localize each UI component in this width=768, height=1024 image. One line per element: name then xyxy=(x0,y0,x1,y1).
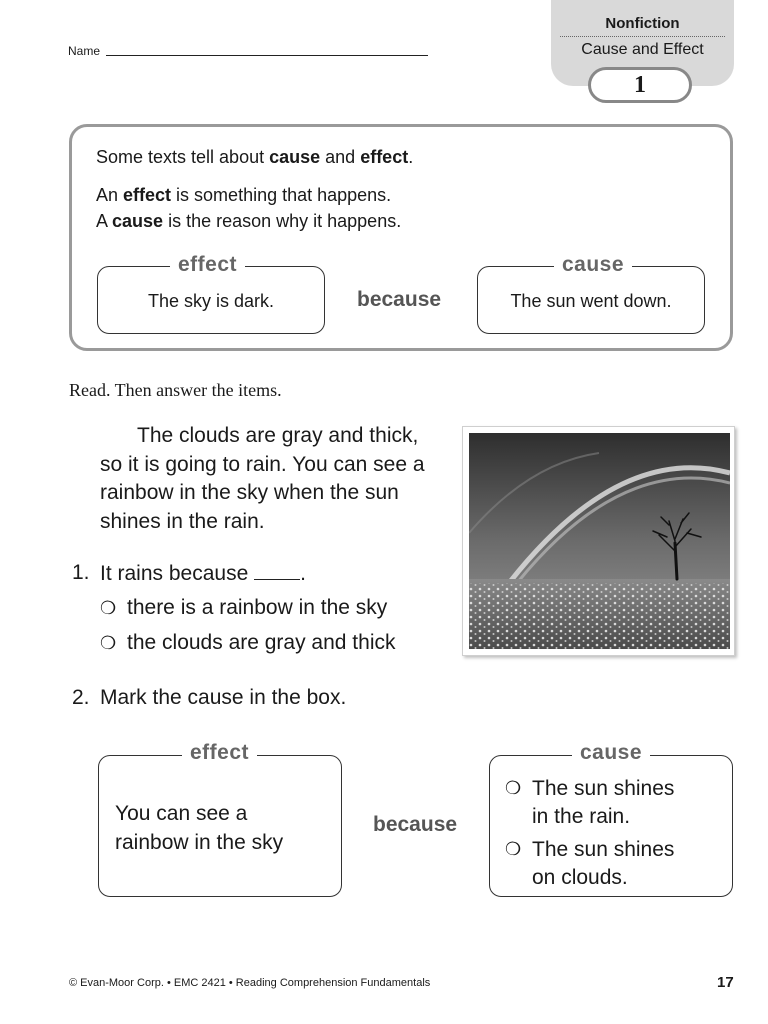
directions: Read. Then answer the items. xyxy=(69,380,282,400)
rainbow-field-image xyxy=(469,433,730,649)
bold-term: effect xyxy=(123,185,172,205)
effect-line-1: You can see a xyxy=(115,802,248,825)
text: is the reason why it happens. xyxy=(163,211,402,231)
option-line-2: in the rain. xyxy=(532,805,631,828)
footer-credit: © Evan-Moor Corp. • EMC 2421 • Reading Comprehension Fundamentals xyxy=(69,977,431,989)
bold-term: effect xyxy=(360,147,409,167)
q2-because: because xyxy=(373,813,458,836)
text: An xyxy=(96,185,124,205)
tab-skill: Cause and Effect xyxy=(581,41,704,58)
q2-effect-label: effect xyxy=(182,741,257,765)
reading-passage xyxy=(100,422,445,536)
q2-cause-label: cause xyxy=(572,741,650,765)
empty-circle-icon[interactable]: ❍ xyxy=(505,839,522,859)
text: Some texts tell about xyxy=(96,147,270,167)
bold-term: cause xyxy=(269,147,321,167)
intro-line-3 xyxy=(96,211,401,232)
name-line[interactable] xyxy=(106,55,428,56)
q1-period: . xyxy=(300,562,306,585)
intro-line-1 xyxy=(96,147,413,168)
text: and xyxy=(320,147,361,167)
option-line-1: The sun shines xyxy=(532,838,675,861)
text: is something that happens. xyxy=(171,185,392,205)
example-because: because xyxy=(357,288,442,311)
name-label: Name xyxy=(68,44,101,58)
example-cause-text: The sun went down. xyxy=(510,291,672,311)
empty-circle-icon[interactable]: ❍ xyxy=(100,598,117,618)
effect-line-2: rainbow in the sky xyxy=(115,831,284,854)
empty-circle-icon[interactable]: ❍ xyxy=(505,778,522,798)
option-line-1: The sun shines xyxy=(532,777,675,800)
q1-prompt-text: It rains because xyxy=(100,562,249,585)
q1-number: 1. xyxy=(72,561,90,584)
lesson-number: 1 xyxy=(588,67,692,103)
intro-line-2 xyxy=(96,185,391,206)
example-effect-text: The sky is dark. xyxy=(147,291,275,311)
q2-effect-text xyxy=(115,799,283,857)
text: . xyxy=(408,147,414,167)
rainbow-photo xyxy=(462,426,735,656)
example-cause-label: cause xyxy=(554,253,632,277)
text: A xyxy=(96,211,113,231)
empty-circle-icon[interactable]: ❍ xyxy=(100,633,117,653)
q1-option-2[interactable]: the clouds are gray and thick xyxy=(127,631,396,654)
q1-blank xyxy=(254,561,300,580)
q2-cause-option-1[interactable] xyxy=(532,775,674,831)
q2-cause-option-2[interactable] xyxy=(532,836,674,892)
q2-prompt: Mark the cause in the box. xyxy=(100,686,347,709)
tab-divider xyxy=(560,36,725,37)
passage-text: The clouds are gray and thick, so it is going to rain. You can see a rainbow in the sky when the sun shines in the rain. xyxy=(100,424,425,533)
option-line-2: on clouds. xyxy=(532,866,628,889)
q1-prompt xyxy=(100,561,306,586)
example-effect-label: effect xyxy=(170,253,245,277)
q2-number: 2. xyxy=(72,686,90,709)
tab-category: Nonfiction xyxy=(605,15,680,32)
bold-term: cause xyxy=(112,211,164,231)
q1-option-1[interactable]: there is a rainbow in the sky xyxy=(127,596,388,619)
page-number: 17 xyxy=(717,974,734,991)
